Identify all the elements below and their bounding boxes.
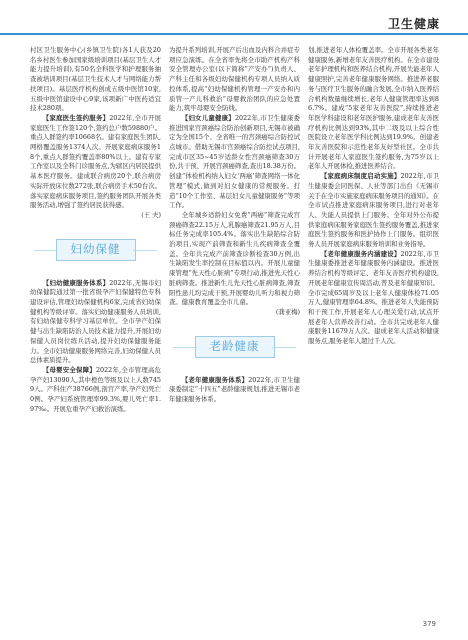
page-number: 379 <box>422 620 436 628</box>
header-rule <box>0 33 468 35</box>
section-heading: 【家庭医生签约服务】 <box>42 113 110 122</box>
banner-label: 妇幼保健 <box>56 239 136 261</box>
section-elderly-service <box>308 250 439 347</box>
section-body: 2022年,全市开展家庭医生工作签120个,签约总户数59880户。重点人群签约率10668名。建有家庭医生团队,网格覆盖服务1374人次。开展家庭病床服务18个,重点人群签约覆盖率80%以上。建有专家工作室以及全科门诊服务点,为辖区内居民提供基本医疗服务。建成联合病房20个,联合病房实际开放床位数272张,联合病房手术50台次。落实家庭病床服务项目,签约服务团队开展各类服务活动,增强了签约居民获得感。 <box>30 113 162 210</box>
section-body: 2022年,市卫生健康委推进老年健康服务内涵建设。推进医养结合机构等级评定、老年友善医疗机构建设,开展老年健康宣传周活动,普及老年健康知识。全市完成65周岁及以上老年人健康体检71.05万人,健康管理率64.8%。推进老年人失能预防和干预工作,开展老年人心理关爱行动,试点开展老年人营养改善行动。全市共完成老年人健康服务11679万人次。建成老年人活动和健康服务点,服务老年人超过千人次。 <box>308 249 440 346</box>
section-heading: 【母婴安全保障】 <box>42 365 96 374</box>
paragraph: 划,推进老年人体检覆盖率。全市开展各类老年健康服务,新增老年友善医疗机构。在全市建设老年护理机构和医养结合机构,开展失能老年人健康照护,完善老年健康服务网络。推进养老服务与医疗卫生服务的融合发展,全市纳入医养结合机构数量继续增长,老年人健康管理率达到86.7%。建成“5家老年友善医院”,持续推进老年医学科建设和老年医护服务,建成老年友善医疗机构比例达到93%,其中二级及以上综合性医院设立老年医学科比例达到19.9%。创建老年友善医院和示范性老年友好型社区。全市共计开展老年人家庭医生签约服务,为75岁以上老年人开展体检,推进医养结合。 <box>308 46 439 171</box>
section-heading: 【妇女儿童健康】 <box>181 113 235 122</box>
section-body: 2022年,无锡市妇幼保健院通过第一批省级孕产妇保健特色专科建设评估,管理妇幼保健机构6家,完成省妇幼保健机构等级评审。落实妇幼健康服务人员培训,有妇幼保健专科学习基层单位。全市孕产妇保健与出生缺陷防治人员技术能力提升,开展妇幼保健人员岗位练兵活动,提升妇幼保健服务能力。全市妇幼健康服务网络完善,妇幼保健人员总体素质提升。 <box>30 278 161 365</box>
section-mother-infant-safety <box>30 366 161 415</box>
section-body: 2022年,市卫生健康委制定“十四五”老龄健康规划,推进无锡市老年健康服务体系。 <box>169 375 300 404</box>
section-banner-maternal <box>30 235 161 265</box>
paragraph: 为提升系列培训,开展产后出血及内科合并症专项应急演练。在全省率先将全市助产机构产科安全管理办公室(以下简称“产安办”)负责人、产科主任和各级妇幼保健机构专项人员纳入质控体系,提高“妇幼保健机构管理一产安办和内质管一产儿科救治”母婴救治团队的应急处置能力,筑牢母婴安全防线。 <box>169 46 300 113</box>
section-title: 卫生健康 <box>387 17 440 31</box>
section-body: 2022年,市卫生健康委会同医保、人社等部门出台《无锡市关于在全市实施家庭病床服务项目的通知》。在全市试点推进家庭病床服务项目,进行对老年人、失能人员提供上门服务。全年对外公布提供家庭病床服务家庭医生签约服务覆盖,推进家庭医生签约服务和医护协作上门服务。组织医务人员开展家庭病床服务培训和业务指导。 <box>308 172 440 249</box>
section-body: 2022年,市卫生健康委推进国家宫颈癌综合防治创新项目,无锡市被确定为全国15个、全省唯一的宫颈癌综合防控试点城市。借助无锡市宫颈癌综合防控试点项目,完成市区35~45岁适龄女性宫颈癌筛查30万份,共干预、开展宫颈癌筛查,查出18.38万份。创建“体检机构纳入妇女‘两癌’筛查网络一体化管理”模式,做到对妇女健康的常规服务。打造“10个工作室、基层妇女儿童健康服务”等项工作。 <box>169 113 301 210</box>
author-sign: (王 夫) <box>141 210 161 219</box>
section-body: 2022年,全市管理高危孕产妇13090人,其中橙色等级及以上人数7459人。产科住产38766例,剖宫产率,孕产妇死亡0例。孕产妇系统管理率99.3%,婴儿死亡率1.97‰。开展危重孕产妇救治演练。 <box>30 365 162 413</box>
column-1 <box>30 46 161 415</box>
section-primary-care-signing <box>30 114 161 211</box>
author-sign: (龚亚梅) <box>275 307 300 316</box>
section-family-bed <box>308 172 439 250</box>
section-heading: 【妇幼健康服务体系】 <box>42 278 110 287</box>
section-elderly-system <box>169 376 300 405</box>
section-banner-elderly <box>169 332 300 362</box>
section-heading: 【老年健康服务内涵建设】 <box>320 249 401 258</box>
section-heading: 【家庭病床制度启动实施】 <box>320 172 401 181</box>
column-2 <box>169 46 300 405</box>
paragraph: 村区卫生服务中心(乡镇卫生院)各1人获及20名乡村医生参加国家级培训项目(基层卫生人才能力提升培训),有50名全科医学和护理服务抽查被培训项目(基层卫生技术人才与网络能力帮扶项目)。基层医疗机构创成五级中医馆10家,五级中医馆建设中心9家,该项新广中医药适宜技术280项。 <box>30 46 161 113</box>
section-maternal-system <box>30 279 161 366</box>
section-heading: 【老年健康服务体系】 <box>181 375 249 384</box>
banner-label: 老龄健康 <box>195 336 275 358</box>
paragraph: 全年城乡适龄妇女免费“两癌”筛查完成宫颈癌筛查22.15万人,乳腺癌筛查21.95万人,目标任务完成率105.4%。落实出生缺陷综合防治项目,实现产前筛查和新生儿疾病筛查全覆盖。全年共完成产前筛查诊断检查30万例,出生缺陷发生率控制在目标值以内。开展儿童健康管理“先天性心脏病”专项行动,推进先天性心脏病筛查。推进新生儿先天性心脏病筛查,筛查阳性患儿均完成干预,开展婴幼儿听力和视力筛查。健康教育覆盖全市儿童。 <box>169 210 300 307</box>
section-women-children-health <box>169 114 300 211</box>
column-3 <box>308 46 439 347</box>
